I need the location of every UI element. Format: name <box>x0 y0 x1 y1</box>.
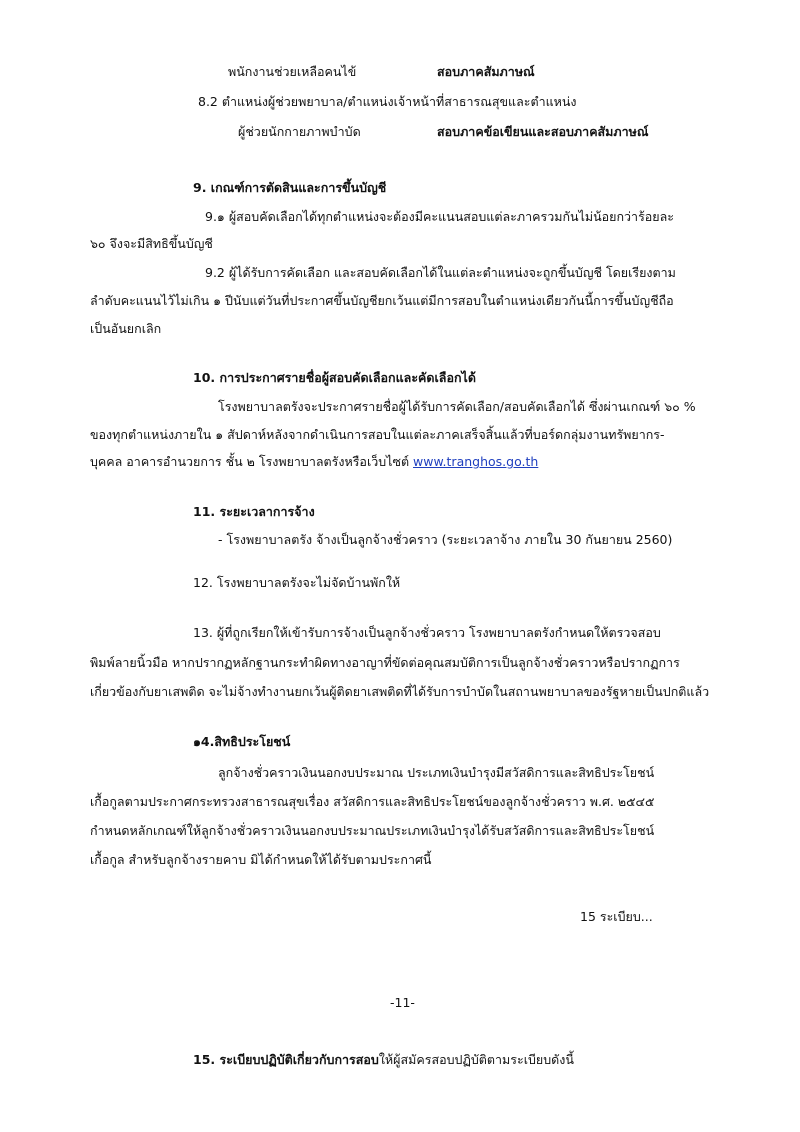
hospital-website-link[interactable]: www.tranghos.go.th <box>413 454 539 469</box>
sec8-line1-label: พนักงานช่วยเหลือคนไข้ <box>228 64 357 79</box>
continuation-note: 15 ระเบียบ... <box>580 909 653 924</box>
sec9-heading: 9. เกณฑ์การตัดสินและการขึ้นบัญชี <box>193 180 387 195</box>
sec14-heading: ๑4.สิทธิประโยชน์ <box>193 734 291 749</box>
sec8-line3-value: สอบภาคข้อเขียนและสอบภาคสัมภาษณ์ <box>437 124 649 139</box>
sec15-heading <box>193 1051 574 1069</box>
sec10-line1: โรงพยาบาลตรังจะประกาศรายชื่อผู้ได้รับการคัดเลือก/สอบคัดเลือกได้ ซึ่งผ่านเกณฑ์ ๖๐ % <box>218 399 696 414</box>
sec11-item: - โรงพยาบาลตรัง จ้างเป็นลูกจ้างชั่วคราว (ระยะเวลาจ้าง ภายใน 30 กันยายน 2560) <box>218 532 673 547</box>
sec14-line2: เกื้อกูลตามประกาศกระทรวงสาธารณสุขเรื่อง สวัสดิการและสิทธิประโยชน์ของลูกจ้างชั่วคราว พ.ศ. ๒๕๔๕ <box>90 794 655 809</box>
sec15-heading-bold: 15. ระเบียบปฏิบัติเกี่ยวกับการสอบ <box>193 1052 379 1067</box>
sec13-line2: พิมพ์ลายนิ้วมือ หากปรากฏหลักฐานกระทำผิดทางอาญาที่ขัดต่อคุณสมบัติการเป็นลูกจ้างชั่วคราวหรือปรากฏการ <box>90 655 680 670</box>
sec14-line1: ลูกจ้างชั่วคราวเงินนอกงบประมาณ ประเภทเงินบำรุงมีสวัสดิการและสิทธิประโยชน์ <box>218 765 655 780</box>
page-number: -11- <box>390 995 415 1010</box>
sec9-p2-line2: ลำดับคะแนนไว้ไม่เกิน ๑ ปีนับแต่วันที่ประกาศขึ้นบัญชียกเว้นแต่มีการสอบในตำแหน่งเดียวกันนี้การขึ้นบัญชีถือ <box>90 293 674 308</box>
sec10-line2: ของทุกตำแหน่งภายใน ๑ สัปดาห์หลังจากดำเนินการสอบในแต่ละภาคเสร็จสิ้นแล้วที่บอร์ดกลุ่มงานทรัพยากร- <box>90 427 665 442</box>
sec14-line4: เกื้อกูล สำหรับลูกจ้างรายคาบ มิได้กำหนดให้ได้รับตามประกาศนี้ <box>90 852 432 867</box>
sec9-p1-line2: ๖๐ จึงจะมีสิทธิขึ้นบัญชี <box>90 236 213 251</box>
sec14-line3: กำหนดหลักเกณฑ์ให้ลูกจ้างชั่วคราวเงินนอกงบประมาณประเภทเงินบำรุงได้รับสวัสดิการและสิทธิประโยชน์ <box>90 823 655 838</box>
sec10-line3-text: บุคคล อาคารอำนวยการ ชั้น ๒ โรงพยาบาลตรังหรือเว็บไซต์ <box>90 454 414 469</box>
sec10-heading: 10. การประกาศรายชื่อผู้สอบคัดเลือกและคัดเลือกได้ <box>193 370 476 385</box>
sec9-p2-line3: เป็นอันยกเลิก <box>90 321 162 336</box>
sec10-line3 <box>90 453 538 471</box>
sec8-line3-label: ผู้ช่วยนักกายภาพบำบัด <box>238 124 361 139</box>
sec15-heading-rest: ให้ผู้สมัครสอบปฏิบัติตามระเบียบดังนี้ <box>378 1052 574 1067</box>
sec13-line1: 13. ผู้ที่ถูกเรียกให้เข้ารับการจ้างเป็นลูกจ้างชั่วคราว โรงพยาบาลตรังกำหนดให้ตรวจสอบ <box>193 625 661 640</box>
sec9-p2-line1: 9.2 ผู้ได้รับการคัดเลือก และสอบคัดเลือกได้ในแต่ละตำแหน่งจะถูกขึ้นบัญชี โดยเรียงตาม <box>205 265 676 280</box>
sec13-line3: เกี่ยวข้องกับยาเสพติด จะไม่จ้างทำงานยกเว้นผู้ติดยาเสพติดที่ได้รับการบำบัดในสถานพยาบาลของรัฐหายเป็นปกติแล้ว <box>90 684 710 699</box>
sec8-line1-value: สอบภาคสัมภาษณ์ <box>437 64 535 79</box>
sec8-line2: 8.2 ตำแหน่งผู้ช่วยพยาบาล/ตำแหน่งเจ้าหน้าที่สาธารณสุขและตำแหน่ง <box>198 94 577 109</box>
sec9-p1-line1: 9.๑ ผู้สอบคัดเลือกได้ทุกตำแหน่งจะต้องมีคะแนนสอบแต่ละภาครวมกันไม่น้อยกว่าร้อยละ <box>205 209 674 224</box>
sec12-heading: 12. โรงพยาบาลตรังจะไม่จัดบ้านพักให้ <box>193 575 401 590</box>
sec11-heading: 11. ระยะเวลาการจ้าง <box>193 504 315 519</box>
